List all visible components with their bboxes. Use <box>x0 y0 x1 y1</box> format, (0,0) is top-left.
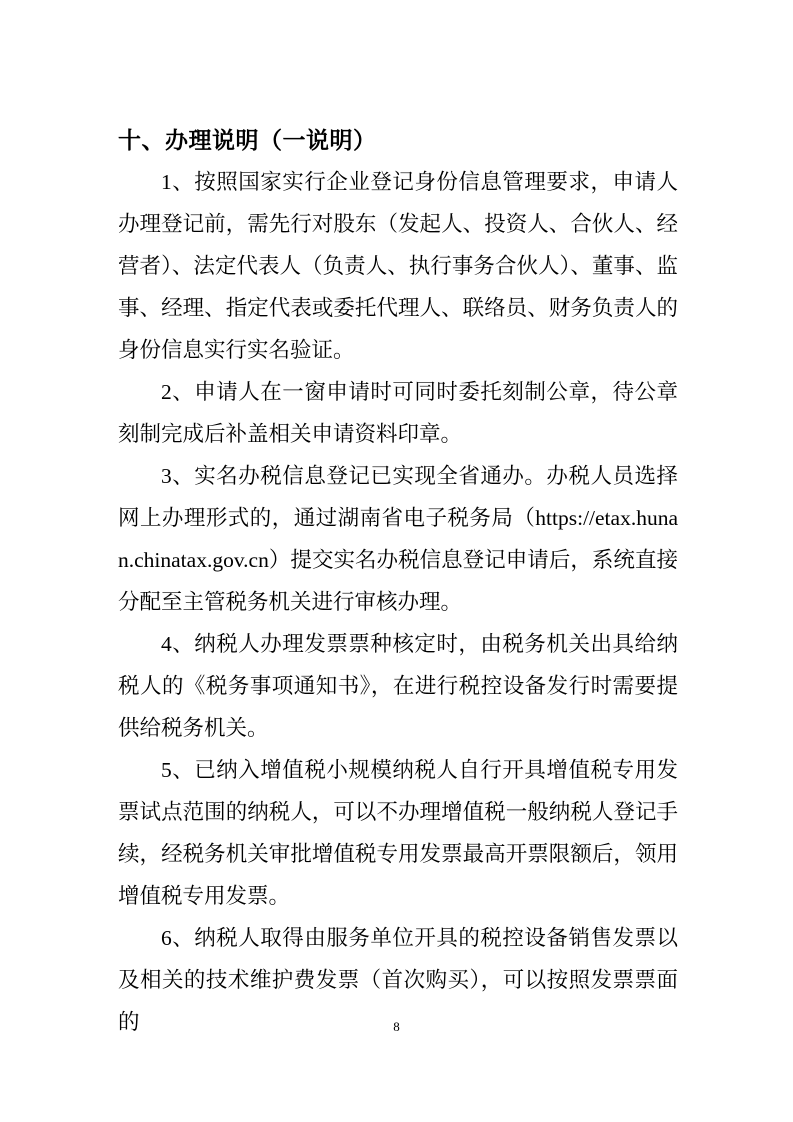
paragraph-6: 6、纳税人取得由服务单位开具的税控设备销售发票以及相关的技术维护费发票（首次购买），可以按照发票票面的 <box>118 926 678 1034</box>
page-number: 8 <box>393 1019 400 1034</box>
section-heading: 十、办理说明（一说明） <box>118 127 377 153</box>
document-body <box>118 119 678 1043</box>
paragraph-3: 3、实名办税信息登记已实现全省通办。办税人员选择网上办理形式的，通过湖南省电子税务局（https://etax.hunan.chinatax.gov.cn）提交实名办税信息登记申请后，系统直接分配至主管税务机关进行审核办理。 <box>118 464 678 614</box>
paragraph-1: 1、按照国家实行企业登记身份信息管理要求，申请人办理登记前，需先行对股东（发起人、投资人、合伙人、经营者）、法定代表人（负责人、执行事务合伙人）、董事、监事、经理、指定代表或委托代理人、联络员、财务负责人的身份信息实行实名验证。 <box>118 170 678 362</box>
paragraph-4: 4、纳税人办理发票票种核定时，由税务机关出具给纳税人的《税务事项通知书》，在进行税控设备发行时需要提供给税务机关。 <box>118 632 678 740</box>
paragraph-2: 2、申请人在一窗申请时可同时委托刻制公章，待公章刻制完成后补盖相关申请资料印章。 <box>118 380 678 446</box>
paragraph-5: 5、已纳入增值税小规模纳税人自行开具增值税专用发票试点范围的纳税人，可以不办理增值税一般纳税人登记手续，经税务机关审批增值税专用发票最高开票限额后，领用增值税专用发票。 <box>118 758 678 908</box>
